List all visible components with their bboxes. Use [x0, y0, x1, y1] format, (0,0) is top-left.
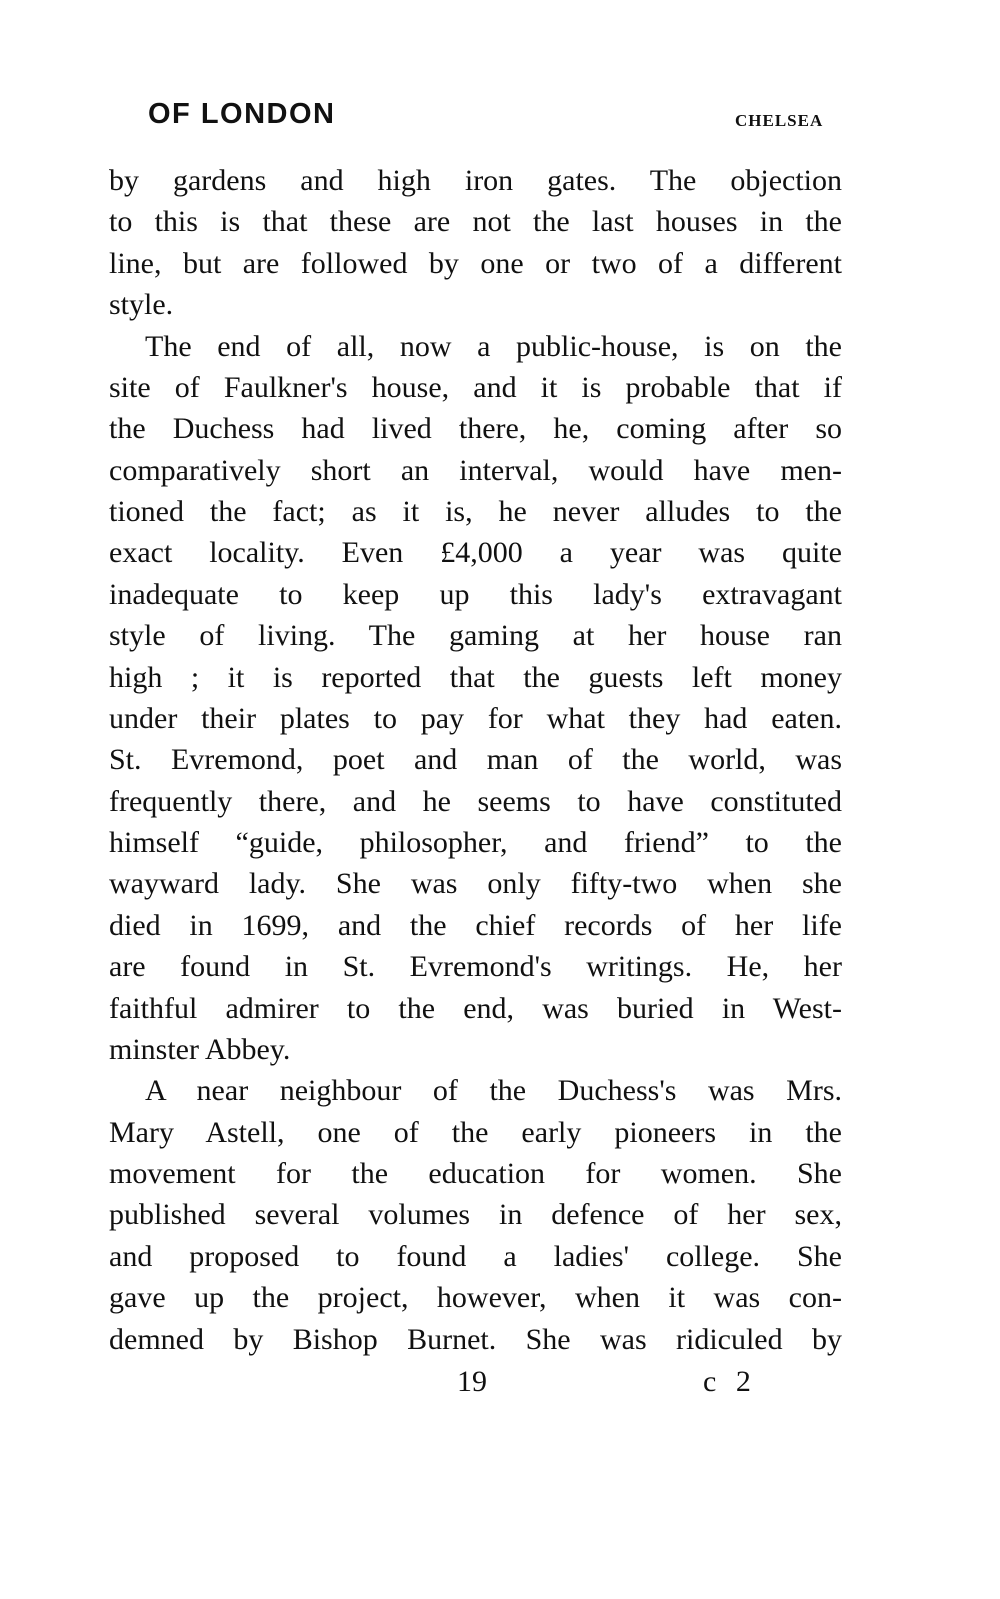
- text-line: site of Faulkner's house, and it is probable that if: [109, 370, 842, 404]
- text-line: inadequate to keep up this lady's extravagant: [109, 577, 842, 611]
- text-line: minster Abbey.: [109, 1032, 291, 1066]
- text-line: The end of all, now a public-house, is on the: [145, 329, 842, 363]
- text-line: published several volumes in defence of her sex,: [109, 1198, 842, 1232]
- text-line: gave up the project, however, when it was con-: [109, 1281, 842, 1315]
- text-line: demned by Bishop Burnet. She was ridiculed by: [109, 1322, 842, 1356]
- signature-mark: c 2: [703, 1365, 757, 1398]
- text-line: by gardens and high iron gates. The objection: [109, 164, 842, 197]
- text-line: high ; it is reported that the guests left money: [109, 660, 842, 694]
- text-line: exact locality. Even £4,000 a year was quite: [109, 536, 842, 570]
- text-line: tioned the fact; as it is, he never alludes to the: [109, 495, 842, 528]
- text-line: style.: [109, 288, 174, 322]
- text-line: line, but are followed by one or two of a different: [109, 246, 842, 280]
- text-line: faithful admirer to the end, was buried in West-: [109, 991, 842, 1025]
- text-line: to this is that these are not the last houses in the: [109, 205, 842, 239]
- body-text: [109, 160, 842, 1360]
- text-line: Mary Astell, one of the early pioneers in the: [109, 1115, 842, 1149]
- running-title: OF LONDON: [148, 98, 336, 130]
- text-line: movement for the education for women. She: [109, 1157, 842, 1190]
- text-line: St. Evremond, poet and man of the world, was: [109, 743, 842, 777]
- text-line: style of living. The gaming at her house ran: [109, 619, 842, 653]
- text-line: comparatively short an interval, would have men-: [109, 453, 842, 487]
- text-line: the Duchess had lived there, he, coming after so: [109, 412, 842, 446]
- text-line: are found in St. Evremond's writings. He, her: [109, 950, 842, 984]
- text-line: and proposed to found a ladies' college. She: [109, 1239, 842, 1273]
- page-number: 19: [457, 1365, 487, 1398]
- text-line: wayward lady. She was only fifty-two when she: [109, 867, 842, 901]
- text-line: frequently there, and he seems to have constituted: [109, 784, 842, 818]
- section-title: CHELSEA: [735, 111, 824, 130]
- text-line: A near neighbour of the Duchess's was Mrs.: [145, 1074, 842, 1108]
- text-line: died in 1699, and the chief records of her life: [109, 908, 842, 942]
- text-line: himself “guide, philosopher, and friend” to the: [109, 826, 842, 859]
- text-line: under their plates to pay for what they had eaten.: [109, 701, 842, 735]
